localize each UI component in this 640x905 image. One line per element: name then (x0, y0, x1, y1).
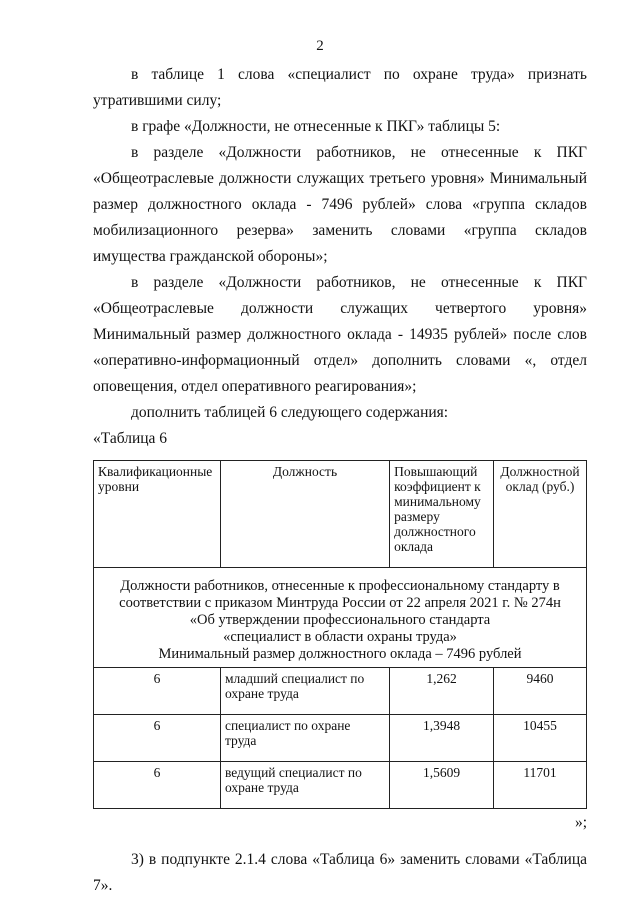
section-line: Минимальный размер должностного оклада – 7496 рублей (158, 646, 522, 662)
table-section-row (94, 568, 587, 668)
section-line: «специалист в области охраны труда» (223, 629, 457, 645)
paragraph-4: в разделе «Должности работников, не отнесенные к ПКГ «Общеотраслевые должности служащих четвертого уровня» Минимальный размер должностного оклада - 14935 рублей» после слов «оперативно-информационный отдел» дополнить словами «, отдел оповещения, отдел оперативного реагирования»; (93, 274, 587, 395)
salary-table (93, 460, 587, 809)
section-description (94, 568, 587, 668)
paragraph-6: 3) в подпункте 2.1.4 слова «Таблица 6» заменить словами «Таблица 7». (93, 851, 587, 894)
header-position: Должность (220, 461, 389, 568)
header-coefficient: Повышающий коэффициент к минимальному размеру должностного оклада (390, 461, 494, 568)
cell-coefficient: 1,3948 (390, 715, 494, 762)
document-body (93, 62, 587, 899)
cell-level: 6 (94, 762, 221, 809)
cell-salary: 9460 (494, 668, 587, 715)
cell-salary: 11701 (494, 762, 587, 809)
cell-level: 6 (94, 668, 221, 715)
page-number: 2 (316, 38, 324, 54)
paragraph-2: в графе «Должности, не отнесенные к ПКГ» таблицы 5: (131, 118, 501, 135)
table-row (94, 762, 587, 809)
header-salary: Должностной оклад (руб.) (494, 461, 587, 568)
cell-coefficient: 1,5609 (390, 762, 494, 809)
cell-coefficient: 1,262 (390, 668, 494, 715)
section-line: Должности работников, отнесенные к профессиональному стандарту в (120, 578, 560, 594)
table-row (94, 715, 587, 762)
table-caption: «Таблица 6 (93, 430, 168, 447)
cell-position: ведущий специалист по охране труда (220, 762, 389, 809)
paragraph-3: в разделе «Должности работников, не отнесенные к ПКГ «Общеотраслевые должности служащих третьего уровня» Минимальный размер должностного оклада - 7496 рублей» слова «группа складов мобилизационного резерва» заменить словами «группа складов имущества гражданской обороны»; (93, 144, 587, 265)
cell-level: 6 (94, 715, 221, 762)
closing-quote: »; (574, 814, 587, 831)
header-levels: Квалификационные уровни (94, 461, 221, 568)
section-line: соответствии с приказом Минтруда России от 22 апреля 2021 г. № 274н (119, 595, 561, 611)
table-row (94, 668, 587, 715)
table-header-row (94, 461, 587, 568)
cell-position: специалист по охране труда (220, 715, 389, 762)
cell-salary: 10455 (494, 715, 587, 762)
paragraph-1: в таблице 1 слова «специалист по охране труда» признать утратившими силу; (93, 66, 587, 109)
paragraph-5: дополнить таблицей 6 следующего содержания: (131, 404, 449, 421)
section-line: «Об утверждении профессионального стандарта (189, 612, 491, 628)
cell-position: младший специалист по охране труда (220, 668, 389, 715)
